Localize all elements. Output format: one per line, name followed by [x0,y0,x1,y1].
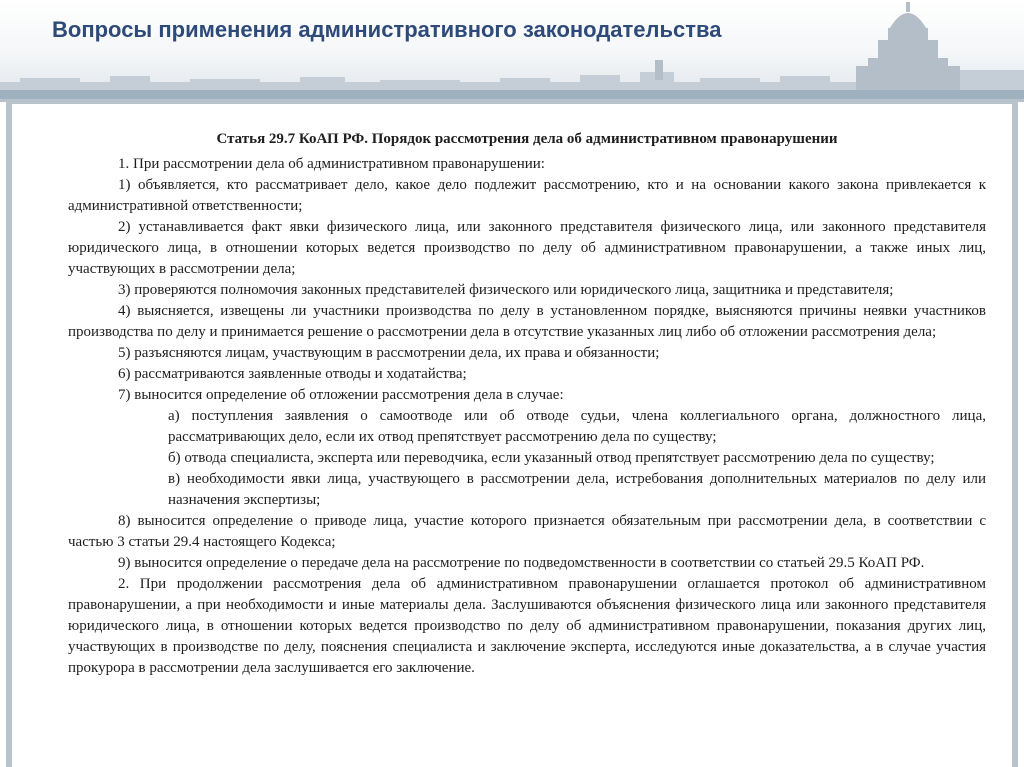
sub-paragraph: в) необходимости явки лица, участвующего в рассмотрении дела, истребования дополнительных материалов по делу или назначения экспертизы; [168,471,986,508]
paragraph: 1. При рассмотрении дела об административном правонарушении: [118,156,545,172]
paragraph: 8) выносится определение о приводе лица, участие которого признается обязательным при рассмотрении дела, в соответствии с частью 3 статьи 29.4 настоящего Кодекса; [68,513,986,550]
paragraph: 5) разъясняются лицам, участвующим в рассмотрении дела, их права и обязанности; [118,345,660,361]
article-text [68,129,986,679]
sub-paragraph: а) поступления заявления о самоотводе или об отводе судьи, члена коллегиального органа, должностного лица, рассматривающих дело, если их отвод препятствует рассмотрению дела по существу; [168,408,986,445]
paragraph: 1) объявляется, кто рассматривает дело, какое дело подлежит рассмотрению, кто и на основании какого закона привлекается к административной ответственности; [68,177,986,214]
article-title: Статья 29.7 КоАП РФ. Порядок рассмотрения дела об административном правонарушении [216,131,838,147]
city-skyline-illustration [0,0,1024,100]
header-banner [0,0,1024,100]
paragraph: 9) выносится определение о передаче дела на рассмотрение по подведомственности в соответствии со статьей 29.5 КоАП РФ. [118,555,925,571]
paragraph: 6) рассматриваются заявленные отводы и ходатайства; [118,366,467,382]
page-title: Вопросы применения административного законодательства [52,17,722,42]
paragraph: 2) устанавливается факт явки физического лица, или законного представителя физического лица, или законного представителя юридического лица, в отношении которых ведется производство по делу об административном правонарушении, а также иных лиц, участвующих в рассмотрении дела; [68,219,986,277]
sub-paragraph: б) отвода специалиста, эксперта или переводчика, если указанный отвод препятствует рассмотрению дела по существу; [168,450,935,466]
paragraph: 3) проверяются полномочия законных представителей физического или юридического лица, защитника и представителя; [118,282,894,298]
paragraph: 4) выясняется, извещены ли участники производства по делу в установленном порядке, выясняются причины неявки участников производства по делу и принимается решение о рассмотрении дела в отсутствие указанных лиц либо об отложении рассмотрения дела; [68,303,986,340]
paragraph: 7) выносится определение об отложении рассмотрения дела в случае: [118,387,564,403]
paragraph: 2. При продолжении рассмотрения дела об административном правонарушении оглашается протокол об административном правонарушении, а при необходимости и иные материалы дела. Заслушиваются объяснения физического лица или законного представителя юридического лица, в отношении которых ведется производство по делу об административном правонарушении, показания других лиц, участвующих в производстве по делу, пояснения специалиста и заключение эксперта, исследуются иные доказательства, а в случае участия прокурора в рассмотрении дела заслушивается его заключение. [68,576,986,676]
